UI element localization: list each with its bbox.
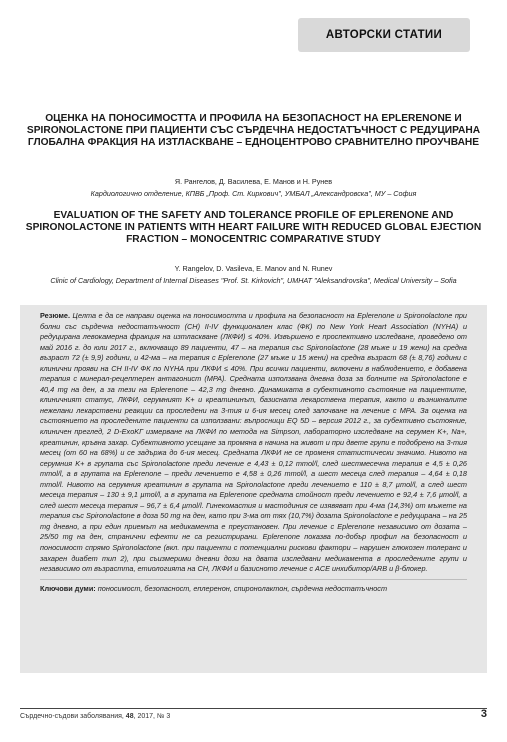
authors-bulgarian: Я. Рангелов, Д. Василева, Е. Манов и Н. Рунев	[174, 177, 333, 186]
footer-year-issue: , 2017, № 3	[133, 713, 171, 720]
article-title-english: EVALUATION OF THE SAFETY AND TOLERANCE PROFILE OF EPLERENONE AND SPIRONOLACTONE IN PATIENTS WITH HEART FAILURE WITH REDUCED GLOBAL EJECTION FRACTION – MONOCENTRIC COMPARATIVE STUDY	[25, 210, 482, 246]
abstract-body: Целта е да се направи оценка на поносимостта и профила на безопасност на Eplerenone и Spironolactone при болни със сърдечна недостатъчност (СН) II-IV функционален клас (ФК) по New York Heart Association (NYHA) и редуцирана левокамерна фракция на изтласкване (ЛКФИ) ≤ 40%. Извършено е проспективно изследване, проведено от май 2016 г. до юли 2017 г., включващо 89 пациенти, 47 – на терапия със Spironolactone (28 мъже и 19 жени) на средна възраст 72 (± 9,9) години, и 42-ма – на терапия с Eplerenone (27 мъже и 15 жени) на средна възраст 68 (± 8,76) години с клинични прояви на СН II-IV ФК по NYHA при ЛКФИ ≤ 40%. При всички пациенти, включени в наблюдението, е добавена терапия с минерал-рецептерен антагонист (МРА). Средната използвана дневна доза за болните на Spironolactone е 40,4 mg на ден, а за тези на Eplerenone – 42,3 mg дневно. Динамиката в субективното състояние на пациентите, клиничният статус, ЛКФИ, серумният K+ и креатининът, базисната лекарствена терапия, както и възникналите нежелани лекарствени реакции са проследени на 3-тия и 6-ия месец след започване на лечение с МРА. За оценка на състоянието на проследените пациенти са използвани: въпросници EQ 5D – версия 2012 г., за субективно състояние, клиничен преглед, 2 D-ExoKГ измерване на ЛКФИ по метода на Simpson, лабораторно изследване на серумен K+, Na+, креатинин, кръвна захар. Субективното усещане за промяна в начина на живот и при двете групи е подобрено на 3-тия месец (от 60 на 68%) и се задържа до 6-ия месец. Средната ЛКФИ не се променя статистически значимо. Нивото на серумния K+ в групата със Spironolactone преди лечение е 4,43 ± 0,12 mmol/l, след шестмесечна терапия е 4,5 ± 0,26 mmol/l, а в групата на Eplerenone – преди лечението е 4,58 ± 0,26 mmol/l, а шест месеца след терапия – 4,64 ± 0,18 mmol/l. Нивото на серумния креатинин в групата на Spironolactone преди лечението е 110 ± 8,7 µmol/l, а след шест месеца терапия – 130 ± 9,1 µmol/l, а в групата на Eplerenone средната стойност преди лечението е 92,4 ± 7,6 µmol/l, а след шест месеца терапия – 96,7 ± 6,4 µmol/l. Гинекомастия и мастодиния се изявяват при 4-ма (14,3%) от мъжете на терапия със Spironolactone в доза 50 mg на ден, като при 3-ма от тях (10,7%) дозата Spironolactone е редуцирана – на 25 mg дневно, а при един приемът на медикамента е преустановен. При лечение с Eplerenone независимо от дозата – 25/50 mg на ден, странични ефекти не са регистрирани. Eplerenone показва по-добър профил на безопасност и поносимост спрямо Spironolactone (вкл. при пациенти с потенциални рискови фактори – нарушен глюкозен толеранс и захарен диабет тип 2), при съизмерими дневни дози на двата изследвани медикамента в проследените групи и независимо от възрастта, етиологията на СН, ЛКФИ и базисното лечение с ACE инхибитор/ARB и β-блокер.	[40, 311, 467, 574]
affiliation-bulgarian: Кардиологично отделение, КПВБ „Проф. Ст. Киркович", УМБАЛ „Александровска", МУ – София	[90, 189, 417, 198]
footer-journal-citation	[20, 713, 170, 720]
affiliation-english: Clinic of Cardiology, Department of Internal Diseases "Prof. St. Kirkovich", UMHAT "Aleksandrovska", Medical University – Sofia	[50, 276, 457, 285]
keywords-label: Ключови думи:	[40, 583, 98, 593]
footer-divider	[20, 708, 487, 709]
page-number: 3	[480, 708, 487, 720]
article-title-bulgarian: ОЦЕНКА НА ПОНОСИМОСТТА И ПРОФИЛА НА БЕЗОПАСНОСТ НА EPLERENONE И SPIRONOLACTONE ПРИ ПАЦИЕНТИ СЪС СЪРДЕЧНА НЕДОСТАТЪЧНОСТ С РЕДУЦИРАНА ГЛОБАЛНА ФРАКЦИЯ НА ИЗТЛАСКВАНЕ – ЕДНОЦЕНТРОВО СРАВНИТЕЛНО ПРОУЧВАНЕ	[26, 113, 481, 149]
footer-volume: 48	[125, 713, 134, 720]
keywords-text: поносимост, безопасност, еплеренон, спиронолактон, сърдечна недостатъчност	[97, 583, 388, 593]
footer-journal-name: Сърдечно-съдови заболявания,	[20, 713, 126, 720]
abstract-box	[20, 305, 487, 673]
authors-english: Y. Rangelov, D. Vasileva, E. Manov and N. Runev	[174, 264, 333, 273]
keywords-line	[40, 579, 467, 594]
abstract-paragraph	[40, 311, 467, 575]
section-label-text: АВТОРСКИ СТАТИИ	[325, 29, 443, 41]
section-label	[298, 18, 470, 52]
abstract-label: Резюме.	[40, 311, 73, 320]
